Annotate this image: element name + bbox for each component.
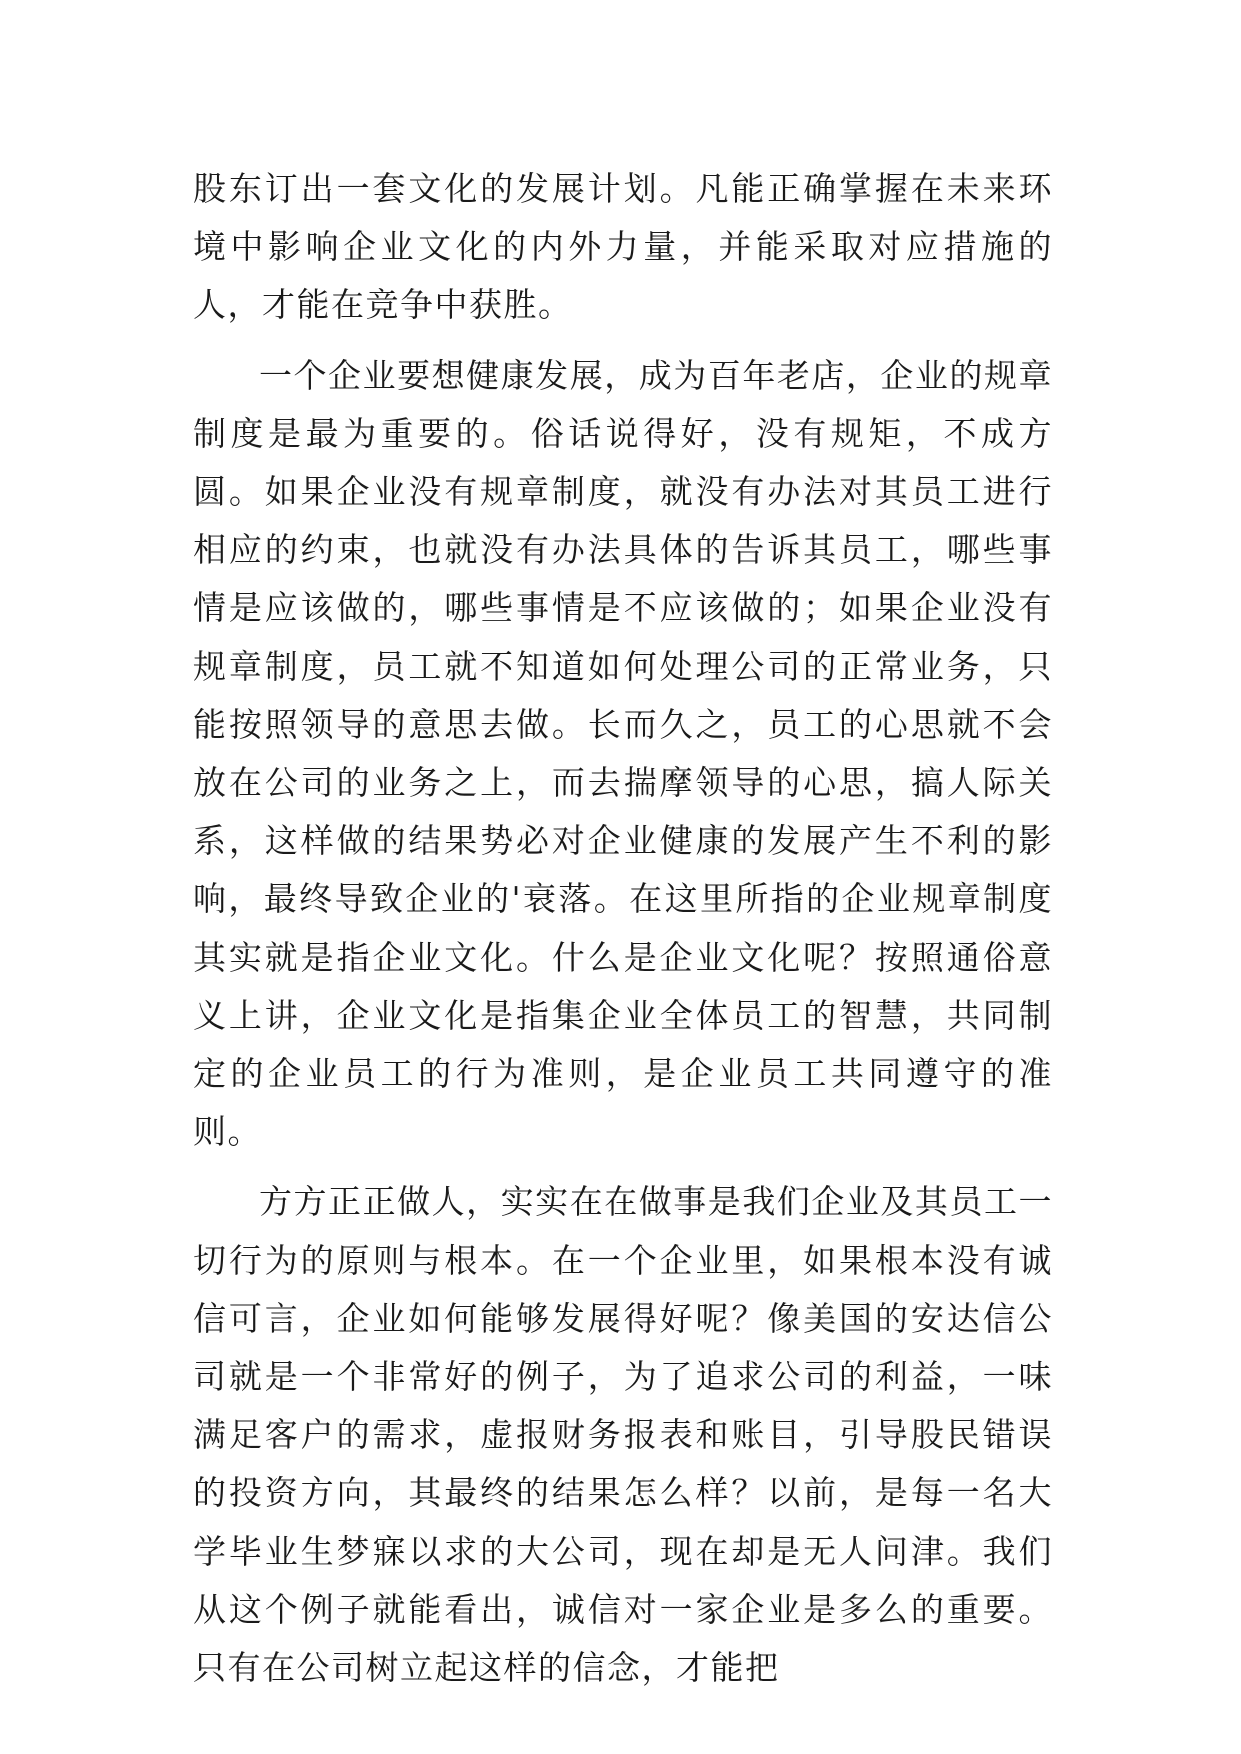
- paragraph-2: 一个企业要想健康发展，成为百年老店，企业的规章制度是最为重要的。俗话说得好，没有规矩，不成方圆。如果企业没有规章制度，就没有办法对其员工进行相应的约束，也就没有办法具体的告诉其员工，哪些事情是应该做的，哪些事情是不应该做的；如果企业没有规章制度，员工就不知道如何处理公司的正常业务，只能按照领导的意思去做。长而久之，员工的心思就不会放在公司的业务之上，而去揣摩领导的心思，搞人际关系，这样做的结果势必对企业健康的发展产生不利的影响，最终导致企业的'衰落。在这里所指的企业规章制度其实就是指企业文化。什么是企业文化呢？按照通俗意义上讲，企业文化是指集企业全体员工的智慧，共同制定的企业员工的行为准则，是企业员工共同遵守的准则。: [193, 355, 1053, 1152]
- paragraph-1: 股东订出一套文化的发展计划。凡能正确掌握在未来环境中影响企业文化的内外力量，并能采取对应措施的人，才能在竞争中获胜。: [193, 169, 1053, 325]
- body-text: [193, 160, 1053, 1697]
- paragraph-3: 方方正正做人，实实在在做事是我们企业及其员工一切行为的原则与根本。在一个企业里，如果根本没有诚信可言，企业如何能够发展得好呢？像美国的安达信公司就是一个非常好的例子，为了追求公司的利益，一味满足客户的需求，虚报财务报表和账目，引导股民错误的投资方向，其最终的结果怎么样？以前，是每一名大学毕业生梦寐以求的大公司，现在却是无人问津。我们从这个例子就能看出，诚信对一家企业是多么的重要。只有在公司树立起这样的信念，才能把: [193, 1182, 1053, 1688]
